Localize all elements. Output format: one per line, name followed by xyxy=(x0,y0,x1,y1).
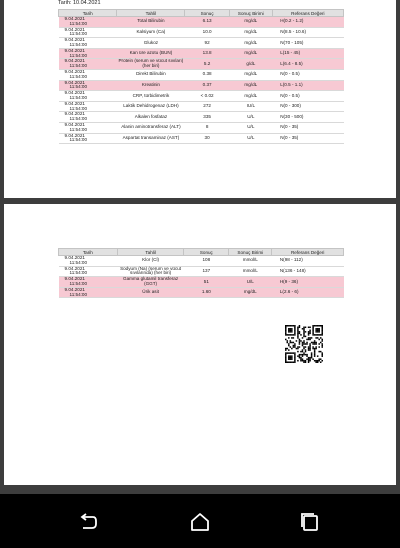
cell-date xyxy=(59,59,117,70)
time-text: 11:54:00 xyxy=(69,63,88,69)
cell-date xyxy=(59,38,117,49)
cell-result: 0.38 xyxy=(185,69,230,80)
cell-test: Ürik asit xyxy=(117,287,184,298)
date-text: 9.04.2021 xyxy=(64,79,85,85)
qr-code-icon xyxy=(285,325,323,363)
report-page-1 xyxy=(4,0,396,198)
cell-date xyxy=(59,27,117,38)
cell-unit: mg/dL xyxy=(229,69,272,80)
cell-reference: N(98 - 112) xyxy=(272,256,344,267)
table-row xyxy=(59,112,344,123)
cell-reference: N(0 - 35) xyxy=(272,122,343,133)
table-row xyxy=(59,277,344,288)
cell-unit: mmol/L xyxy=(229,266,272,277)
table-row xyxy=(59,122,344,133)
header-date: Tarih xyxy=(59,10,117,17)
cell-test: Direkt Bilirubin xyxy=(117,69,185,80)
cell-result: 30 xyxy=(185,133,230,144)
table-row xyxy=(59,266,344,277)
time-text: 11:54:00 xyxy=(69,105,88,111)
date-text: 9.04.2021 xyxy=(64,58,85,64)
lab-results-table xyxy=(58,9,344,144)
cell-reference: N(8.5 - 10.6) xyxy=(272,27,343,38)
cell-result: 108 xyxy=(184,256,229,267)
time-text: 11:54:00 xyxy=(69,20,88,26)
cell-test: Alanin aminotransferaz (ALT) xyxy=(117,122,185,133)
date-text: 9.04.2021 xyxy=(64,286,85,292)
cell-result: 6.13 xyxy=(185,17,230,28)
cell-date xyxy=(59,122,117,133)
cell-unit: U/L xyxy=(229,122,272,133)
cell-date xyxy=(59,48,117,59)
date-text: 9.04.2021 xyxy=(64,121,85,127)
cell-test: Gamma glutamil transferaz (GGT) xyxy=(117,277,184,288)
cell-date xyxy=(59,17,117,28)
cell-unit: mg/dL xyxy=(229,80,272,91)
cell-result: 8 xyxy=(185,122,230,133)
cell-date xyxy=(59,266,118,277)
cell-result: 1.60 xyxy=(184,287,229,298)
date-text: 9.04.2021 xyxy=(64,90,85,96)
cell-test: CRP, türbidimetrik xyxy=(117,91,185,102)
time-text: 11:54:00 xyxy=(69,137,88,143)
cell-unit: mg/dL xyxy=(229,27,272,38)
cell-reference: N(0 - 0.5) xyxy=(272,69,343,80)
recents-icon[interactable] xyxy=(299,511,321,533)
date-text: 9.04.2021 xyxy=(64,16,85,21)
time-text: 11:54:00 xyxy=(69,73,88,79)
table-row xyxy=(59,133,344,144)
cell-test: Sodyum (Na) (serum ve vücut sıvılarında) (her biri) xyxy=(117,266,184,277)
lab-results-table-2 xyxy=(58,248,344,298)
home-icon[interactable] xyxy=(189,511,211,533)
cell-result: 13.8 xyxy=(185,48,230,59)
cell-result: 272 xyxy=(185,101,230,112)
table-row xyxy=(59,48,344,59)
cell-result: 10.0 xyxy=(185,27,230,38)
cell-test: Total Bilirubin xyxy=(117,17,185,28)
date-text: 9.04.2021 xyxy=(64,255,85,260)
cell-unit: mg/dL xyxy=(229,287,272,298)
cell-result: 0.37 xyxy=(185,80,230,91)
cell-date xyxy=(59,277,118,288)
cell-reference: N(70 - 105) xyxy=(272,38,343,49)
date-text: 9.04.2021 xyxy=(64,47,85,53)
cell-reference: L(6.4 - 8.5) xyxy=(272,59,343,70)
table-row xyxy=(59,287,344,298)
lab-results-body-2 xyxy=(59,256,344,298)
table-row xyxy=(59,101,344,112)
time-text: 11:54:00 xyxy=(69,84,88,90)
table-row xyxy=(59,256,344,267)
cell-date xyxy=(59,287,118,298)
header-unit: Sonuç Birimi xyxy=(229,10,272,17)
cell-date xyxy=(59,133,117,144)
time-text: 11:54:00 xyxy=(69,270,88,276)
table-row xyxy=(59,80,344,91)
header-test: Tahlil xyxy=(117,249,184,256)
time-text: 11:54:00 xyxy=(69,116,88,122)
cell-unit: IU/L xyxy=(229,101,272,112)
time-text: 11:54:00 xyxy=(69,259,88,265)
table-row xyxy=(59,38,344,49)
cell-reference: H(0.2 - 1.2) xyxy=(272,17,343,28)
time-text: 11:54:00 xyxy=(69,126,88,132)
cell-test: Kan üre azotu (BUN) xyxy=(117,48,185,59)
cell-result: 335 xyxy=(185,112,230,123)
date-text: 9.04.2021 xyxy=(64,111,85,117)
table-row xyxy=(59,17,344,28)
date-text: 9.04.2021 xyxy=(64,276,85,282)
cell-result: 5.2 xyxy=(185,59,230,70)
cell-reference: L(2.6 - 6) xyxy=(272,287,344,298)
header-test: Tahlil xyxy=(117,10,185,17)
header-result: Sonuç xyxy=(184,249,229,256)
cell-test: Glukoz xyxy=(117,38,185,49)
cell-reference: N(0 - 300) xyxy=(272,101,343,112)
lab-results-body xyxy=(59,17,344,144)
cell-test: Alkalen fosfataz xyxy=(117,112,185,123)
header-date: Tarih xyxy=(59,249,118,256)
cell-date xyxy=(59,112,117,123)
cell-date xyxy=(59,101,117,112)
table-row xyxy=(59,27,344,38)
cell-test: Kalsiyum (Ca) xyxy=(117,27,185,38)
cell-unit: U/L xyxy=(229,112,272,123)
cell-unit: g/dL xyxy=(229,59,272,70)
cell-reference: H(9 - 36) xyxy=(272,277,344,288)
cell-unit: U/L xyxy=(229,277,272,288)
cell-result: < 0.02 xyxy=(185,91,230,102)
cell-test: Protein (serum ve vücut sıvıları) (her biri) xyxy=(118,58,184,69)
header-reference: Referans Değeri xyxy=(272,249,344,256)
time-text: 11:54:00 xyxy=(69,94,88,100)
back-icon[interactable] xyxy=(78,511,100,533)
time-text: 11:54:00 xyxy=(69,291,88,297)
cell-result: 92 xyxy=(185,38,230,49)
cell-unit: mg/dL xyxy=(229,91,272,102)
cell-unit: mmol/L xyxy=(229,256,272,267)
date-text: 9.04.2021 xyxy=(64,26,85,32)
cell-reference: N(30 - 500) xyxy=(272,112,343,123)
cell-reference: N(136 - 148) xyxy=(272,266,344,277)
table-row xyxy=(59,69,344,80)
date-text: 9.04.2021 xyxy=(64,68,85,74)
header-unit: Sonuç Birimi xyxy=(229,249,272,256)
cell-result: 137 xyxy=(184,266,229,277)
table-header-row xyxy=(59,10,344,17)
report-date: Tarih: 10.04.2021 xyxy=(58,0,101,6)
date-text: 9.04.2021 xyxy=(64,37,85,43)
cell-date xyxy=(59,91,117,102)
cell-test: Aspartat transaminaz (AST) xyxy=(117,133,185,144)
cell-reference: L(15 - 45) xyxy=(272,48,343,59)
time-text: 11:54:00 xyxy=(69,31,88,37)
table-row xyxy=(59,59,344,70)
report-page-2 xyxy=(4,204,396,485)
cell-reference: N(0 - 35) xyxy=(272,133,343,144)
cell-test: Klor (Cl) xyxy=(117,256,184,267)
cell-test: Kreatinin xyxy=(117,80,185,91)
date-text: 9.04.2021 xyxy=(64,265,85,271)
date-text: 9.04.2021 xyxy=(64,100,85,106)
cell-reference: L(0.5 - 1.1) xyxy=(272,80,343,91)
header-reference: Referans Değeri xyxy=(272,10,343,17)
time-text: 11:54:00 xyxy=(69,41,88,47)
cell-date xyxy=(59,256,118,267)
time-text: 11:54:00 xyxy=(69,52,88,58)
cell-unit: mg/dL xyxy=(229,38,272,49)
table-header-row xyxy=(59,249,344,256)
cell-test: Laktik Dehidrogenaz (LDH) xyxy=(117,101,185,112)
cell-date xyxy=(59,69,117,80)
table-row xyxy=(59,91,344,102)
header-result: Sonuç xyxy=(185,10,230,17)
cell-unit: mg/dL xyxy=(229,48,272,59)
cell-result: 51 xyxy=(184,277,229,288)
android-navigation-bar xyxy=(0,494,400,548)
cell-unit: mg/dL xyxy=(229,17,272,28)
cell-unit: U/L xyxy=(229,133,272,144)
cell-date xyxy=(59,80,117,91)
date-text: 9.04.2021 xyxy=(64,132,85,138)
time-text: 11:54:00 xyxy=(69,280,88,286)
cell-reference: N(0 - 0.5) xyxy=(272,91,343,102)
